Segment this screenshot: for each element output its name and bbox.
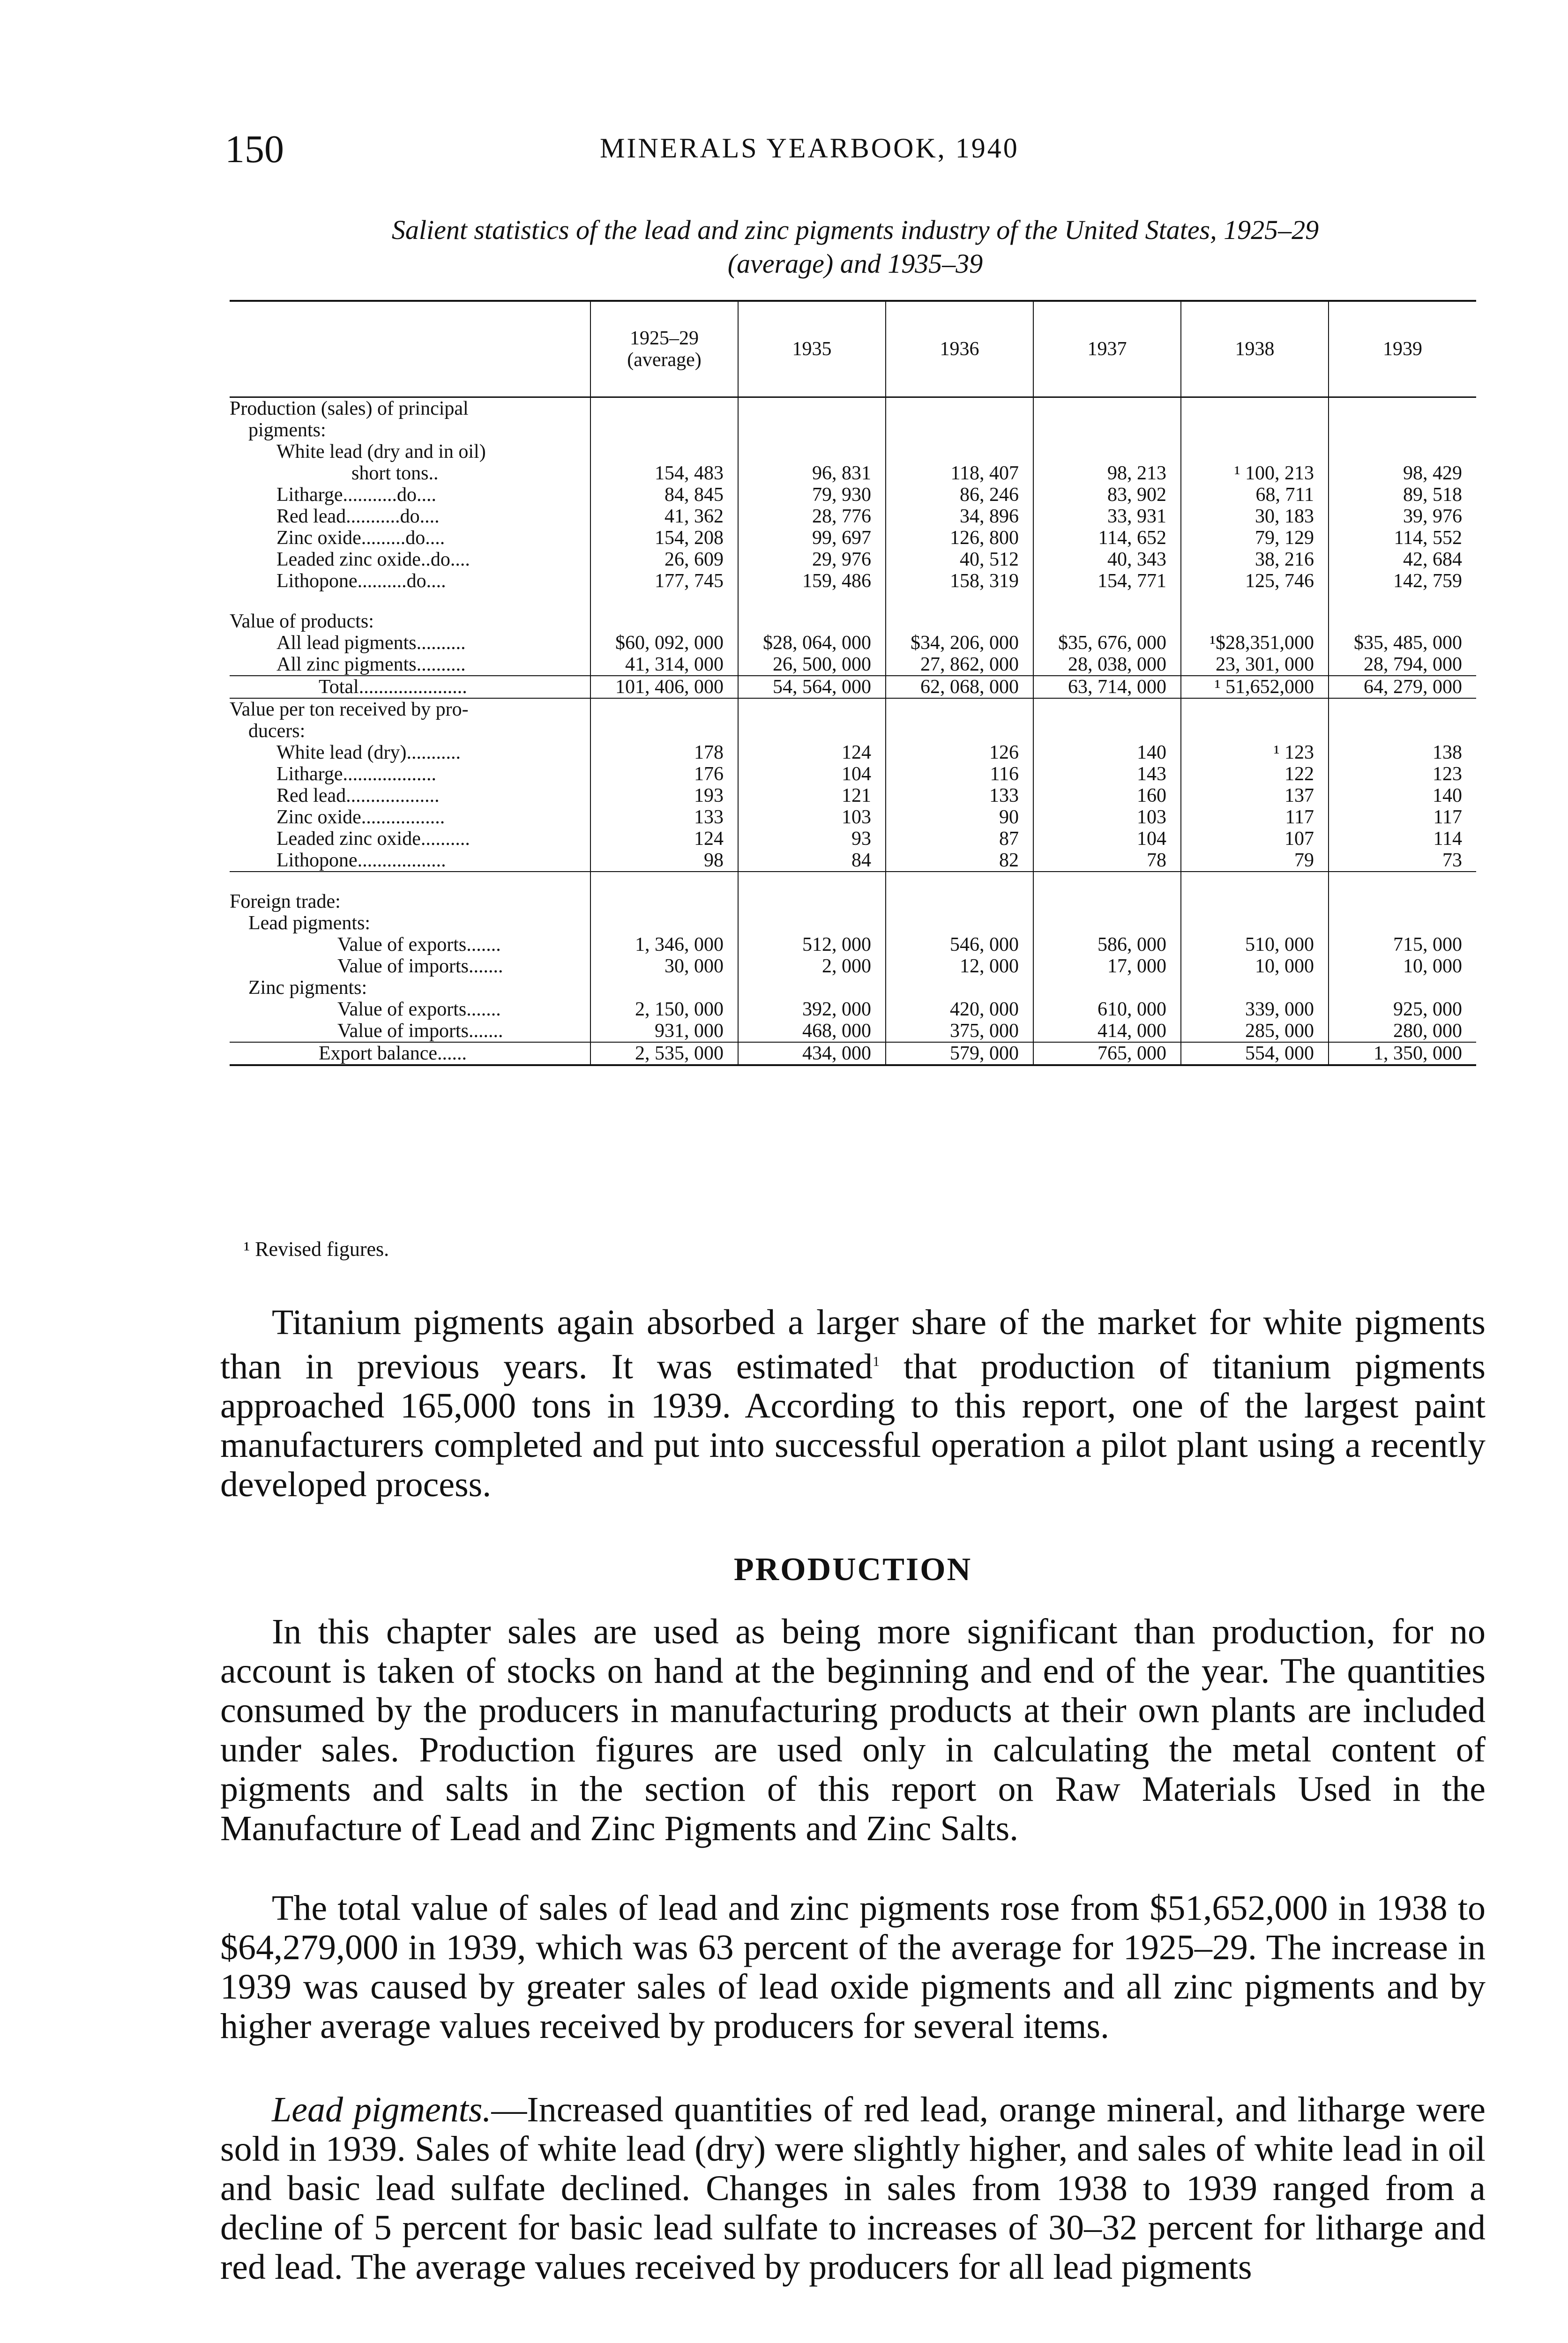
row-label: Production (sales) of principal [230,398,469,419]
table-cell: 79 [1181,850,1329,872]
table-row [230,527,1476,549]
table-row [230,676,1476,698]
table-cell [738,698,886,720]
row-label [230,592,590,611]
table-cell: ¹$28,351,000 [1181,632,1329,654]
table-cell [1033,872,1181,891]
column-header: 1935 [738,301,886,397]
table-cell: 414, 000 [1033,1020,1181,1042]
table-cell: 114, 552 [1329,527,1476,549]
table-cell: 40, 512 [886,549,1033,570]
table-cell: $34, 206, 000 [886,632,1033,654]
table-row [230,441,1476,463]
table-spacer-row [230,592,1476,611]
table-cell: 84, 845 [590,484,738,506]
table-cell: 434, 000 [738,1042,886,1065]
table-cell: 114, 652 [1033,527,1181,549]
table-cell [590,441,738,463]
table-cell: 124 [590,828,738,850]
table-cell: 10, 000 [1181,955,1329,977]
run-in-heading: Lead pigments. [272,2090,492,2129]
table-cell: 510, 000 [1181,934,1329,955]
table-cell: 2, 150, 000 [590,999,738,1020]
row-label: Litharge...........do.... [276,484,437,506]
table-cell [738,419,886,441]
table-cell: 82 [886,850,1033,872]
table-cell: 83, 902 [1033,484,1181,506]
table-cell [886,592,1033,611]
table-cell: 98, 429 [1329,463,1476,484]
table-cell [1033,912,1181,934]
table-cell: 26, 609 [590,549,738,570]
table-cell [886,698,1033,720]
row-label: ducers: [248,720,306,742]
table-row [230,850,1476,872]
table-cell: 123 [1329,763,1476,785]
table-cell: 117 [1329,806,1476,828]
row-label: Red lead................... [276,785,440,806]
table-cell: 114 [1329,828,1476,850]
table-cell [1329,397,1476,420]
table-cell [590,611,738,632]
table-cell: 579, 000 [886,1042,1033,1065]
table-cell: 28, 794, 000 [1329,654,1476,676]
table-cell: 98, 213 [1033,463,1181,484]
table-cell [1329,611,1476,632]
row-label: Export balance...... [230,1042,590,1065]
table-cell: 339, 000 [1181,999,1329,1020]
table-cell [1033,592,1181,611]
table-cell: 107 [1181,828,1329,850]
paragraph-total-value: The total value of sales of lead and zinc pigments rose from $51,652,000 in 1938 to $64,279,000 in 1939, which was 63 percent of the average for 1925–29. The increase in 1939 was caused by greater sales of lead oxide pigments and all zinc pigments and by higher average values received by producers for several items. [220,1888,1486,2046]
table-row [230,806,1476,828]
table-cell: 931, 000 [590,1020,738,1042]
table-cell: 101, 406, 000 [590,676,738,698]
table-cell: 29, 976 [738,549,886,570]
table-cell: 103 [1033,806,1181,828]
row-label [230,872,590,891]
table-cell: 715, 000 [1329,934,1476,955]
row-label: All zinc pigments.......... [276,654,466,675]
table-row [230,912,1476,934]
table-cell: 176 [590,763,738,785]
table-cell: 133 [590,806,738,828]
table-cell: 124 [738,742,886,763]
table-cell: 133 [886,785,1033,806]
table-cell: 142, 759 [1329,570,1476,592]
table-cell [1181,720,1329,742]
table-cell: $28, 064, 000 [738,632,886,654]
table-cell [738,891,886,912]
table-cell [1329,720,1476,742]
table-row [230,891,1476,912]
table-cell: 154, 483 [590,463,738,484]
table-cell: 78 [1033,850,1181,872]
table-cell [738,397,886,420]
paragraph-sales: In this chapter sales are used as being more significant than production, for no account is taken of stocks on hand at the beginning and end of the year. The quantities consumed by the producers in manufacturing products at their own plants are included under sales. Production figures are used only in calculating the metal content of pigments and salts in the section of this report on Raw Materials Used in the Manufacture of Lead and Zinc Pigments and Zinc Salts. [220,1612,1486,1848]
table-cell [1181,419,1329,441]
paragraph-titanium-text: Titanium pigments again absorbed a larger share of the market for white pigments than in previous years. It was estimated [220,1303,1486,1387]
table-cell: 420, 000 [886,999,1033,1020]
table-cell: 158, 319 [886,570,1033,592]
table-cell [886,977,1033,999]
table-cell [590,891,738,912]
table-cell: 117 [1181,806,1329,828]
table-cell [1033,611,1181,632]
table-cell: 140 [1033,742,1181,763]
table-cell: 765, 000 [1033,1042,1181,1065]
row-label: Foreign trade: [230,891,341,912]
table-cell [1181,912,1329,934]
page-header [225,127,1476,173]
table-row [230,763,1476,785]
table-cell: 30, 000 [590,955,738,977]
table-cell: 160 [1033,785,1181,806]
table-cell: 26, 500, 000 [738,654,886,676]
table-row [230,742,1476,763]
table-title-line-1: Salient statistics of the lead and zinc pigments industry of the United States, 1925–29 [391,215,1319,245]
table-title-line-2: (average) and 1935–39 [727,248,983,279]
table-cell [1181,397,1329,420]
table-cell: 62, 068, 000 [886,676,1033,698]
table-cell [1329,891,1476,912]
table-footnote: ¹ Revised figures. [244,1238,389,1261]
row-label: Lithopone.................. [276,850,446,871]
table-cell: 285, 000 [1181,1020,1329,1042]
table-row [230,632,1476,654]
table-cell: 104 [738,763,886,785]
paragraph-lead-text: —Increased quantities of red lead, orange mineral, and litharge were sold in 1939. Sales of white lead (dry) were slightly higher, and sales of white lead in oil and basic lead sulfate declined. Changes in sales from 1938 to 1939 ranged from a decline of 5 percent for basic lead sulfate to increases of 30–32 percent for litharge and red lead. The average values received by producers for all lead pigments [220,2090,1486,2287]
table-cell [1033,891,1181,912]
table-cell [738,611,886,632]
table-cell: 140 [1329,785,1476,806]
table-cell [1329,441,1476,463]
row-label: Value of exports....... [337,999,501,1020]
row-label: short tons.. [351,463,439,484]
table-cell: 280, 000 [1329,1020,1476,1042]
table-cell: 546, 000 [886,934,1033,955]
table-cell [1181,611,1329,632]
table-cell: 125, 746 [1181,570,1329,592]
table-cell: 193 [590,785,738,806]
table-cell [1033,698,1181,720]
table-cell: 30, 183 [1181,506,1329,527]
table-cell: 28, 776 [738,506,886,527]
table-cell: $35, 676, 000 [1033,632,1181,654]
column-header: 1936 [886,301,1033,397]
table-cell: 87 [886,828,1033,850]
table-cell: 512, 000 [738,934,886,955]
table-cell: 28, 038, 000 [1033,654,1181,676]
table-row [230,785,1476,806]
table-row [230,570,1476,592]
table-cell: 68, 711 [1181,484,1329,506]
table-cell [590,872,738,891]
table-cell [1033,977,1181,999]
table-row [230,720,1476,742]
table-cell: 118, 407 [886,463,1033,484]
table-cell: 126, 800 [886,527,1033,549]
row-label: All lead pigments.......... [276,632,466,654]
row-label: Value per ton received by pro- [230,698,590,720]
table-cell: 178 [590,742,738,763]
statistics-table [230,300,1476,1066]
table-cell: 154, 771 [1033,570,1181,592]
row-label: Zinc oxide................. [276,806,445,828]
table-row [230,506,1476,527]
table-cell [590,698,738,720]
row-label: Lead pigments: [248,912,371,934]
table-cell [886,441,1033,463]
table-body [230,397,1476,1066]
table-cell [886,419,1033,441]
table-cell [738,872,886,891]
table-cell: 34, 896 [886,506,1033,527]
table-cell: 10, 000 [1329,955,1476,977]
table-cell [738,912,886,934]
table-row [230,484,1476,506]
table-cell [1181,977,1329,999]
table-cell: 86, 246 [886,484,1033,506]
table-cell [590,592,738,611]
row-label: Red lead...........do.... [276,506,440,527]
table-cell: 554, 000 [1181,1042,1329,1065]
table-cell: 42, 684 [1329,549,1476,570]
table-cell: 468, 000 [738,1020,886,1042]
table-cell: 104 [1033,828,1181,850]
table-cell: 586, 000 [1033,934,1181,955]
table-cell [886,912,1033,934]
column-header: 1925–29 (average) [590,301,738,397]
table-row [230,698,1476,720]
table-header-row [230,301,1476,397]
row-label: Value of imports....... [337,955,503,977]
table-cell [738,441,886,463]
table-cell [886,397,1033,420]
page-number: 150 [225,127,284,171]
table-cell: 392, 000 [738,999,886,1020]
table-cell: 89, 518 [1329,484,1476,506]
table-cell [1181,592,1329,611]
table-cell [1033,419,1181,441]
row-label: Value of products: [230,611,374,632]
column-header: 1939 [1329,301,1476,397]
row-label: Litharge................... [276,763,437,785]
table-cell: 925, 000 [1329,999,1476,1020]
table-row [230,934,1476,955]
running-head: MINERALS YEARBOOK, 1940 [600,133,1019,164]
table-cell: 1, 346, 000 [590,934,738,955]
table-row [230,1020,1476,1042]
stub-header [230,301,590,397]
row-label: Lithopone..........do.... [276,570,446,592]
table-cell [1181,698,1329,720]
table-cell: 41, 362 [590,506,738,527]
table-cell: 2, 000 [738,955,886,977]
table-row [230,611,1476,632]
row-label: Zinc pigments: [248,977,367,999]
table-row [230,1042,1476,1065]
table-cell: 63, 714, 000 [1033,676,1181,698]
table-cell: 154, 208 [590,527,738,549]
row-label: Leaded zinc oxide.......... [276,828,470,850]
column-header: 1938 [1181,301,1329,397]
table-cell: 1, 350, 000 [1329,1042,1476,1065]
table-cell: 79, 129 [1181,527,1329,549]
table-cell [590,977,738,999]
table-cell: 159, 486 [738,570,886,592]
table-row [230,419,1476,441]
table-cell: 79, 930 [738,484,886,506]
table-cell [1033,720,1181,742]
footnote-reference: 1 [873,1354,880,1369]
row-label: Leaded zinc oxide..do.... [276,549,470,570]
table-row [230,999,1476,1020]
table-cell: 64, 279, 000 [1329,676,1476,698]
table-cell [590,720,738,742]
table-cell: 610, 000 [1033,999,1181,1020]
table-cell: 96, 831 [738,463,886,484]
table-cell: 103 [738,806,886,828]
table-cell: 137 [1181,785,1329,806]
row-label: White lead (dry and in oil) [276,441,486,463]
table-cell [1181,891,1329,912]
row-label: Total...................... [230,676,590,698]
table-cell: ¹ 123 [1181,742,1329,763]
table-cell: 121 [738,785,886,806]
table-cell [886,720,1033,742]
table-cell: ¹ 51,652,000 [1181,676,1329,698]
table-cell: ¹ 100, 213 [1181,463,1329,484]
table-cell [590,397,738,420]
table-cell [1329,872,1476,891]
table-cell: 73 [1329,850,1476,872]
table-row [230,463,1476,484]
table-cell: 98 [590,850,738,872]
table-spacer-row [230,872,1476,891]
table-row [230,977,1476,999]
table-cell [590,912,738,934]
table-cell: 33, 931 [1033,506,1181,527]
table-cell [886,891,1033,912]
table-cell: $35, 485, 000 [1329,632,1476,654]
paragraph-titanium [220,1303,1486,1504]
table-cell: 138 [1329,742,1476,763]
table-row [230,654,1476,676]
row-label: Zinc oxide.........do.... [276,527,445,549]
table-cell [1329,592,1476,611]
paragraph-titanium-text-cont: that production of titanium pigments approached 165,000 tons in 1939. According to this report, one of the largest paint manufacturers completed and put into successful operation a pilot plant using a recently developed process. [220,1347,1486,1505]
table-title [225,213,1486,281]
column-header: 1937 [1033,301,1181,397]
table-cell [738,720,886,742]
table-cell [738,592,886,611]
table-cell: 23, 301, 000 [1181,654,1329,676]
table-cell: 375, 000 [886,1020,1033,1042]
table-cell: 84 [738,850,886,872]
table-cell [1033,441,1181,463]
table-cell [590,419,738,441]
table-cell [1329,419,1476,441]
table-cell: 41, 314, 000 [590,654,738,676]
table-cell: 38, 216 [1181,549,1329,570]
table-row [230,955,1476,977]
table-cell: 27, 862, 000 [886,654,1033,676]
table-cell [1181,441,1329,463]
table-cell: 122 [1181,763,1329,785]
table-cell: $60, 092, 000 [590,632,738,654]
table-cell: 54, 564, 000 [738,676,886,698]
table-cell: 17, 000 [1033,955,1181,977]
row-label: pigments: [248,419,326,441]
row-label: Value of imports....... [337,1020,503,1042]
table-cell [1181,872,1329,891]
table-cell: 126 [886,742,1033,763]
table-row [230,828,1476,850]
table-cell: 2, 535, 000 [590,1042,738,1065]
section-heading: PRODUCTION [733,1552,972,1588]
table-cell: 39, 976 [1329,506,1476,527]
table-cell: 177, 745 [590,570,738,592]
row-label: White lead (dry)........... [276,742,461,763]
table-cell: 143 [1033,763,1181,785]
table-row [230,397,1476,420]
table-cell: 40, 343 [1033,549,1181,570]
table-cell [1329,698,1476,720]
row-label: Value of exports....... [337,934,501,955]
paragraph-lead-pigments [220,2090,1486,2287]
table-cell: 90 [886,806,1033,828]
table-cell [1329,977,1476,999]
table-cell [886,872,1033,891]
table-cell [886,611,1033,632]
table-cell: 12, 000 [886,955,1033,977]
table-cell [738,977,886,999]
table-cell: 116 [886,763,1033,785]
table-row [230,549,1476,570]
table-cell [1033,397,1181,420]
table-cell: 99, 697 [738,527,886,549]
table-cell: 93 [738,828,886,850]
table-cell [1329,912,1476,934]
